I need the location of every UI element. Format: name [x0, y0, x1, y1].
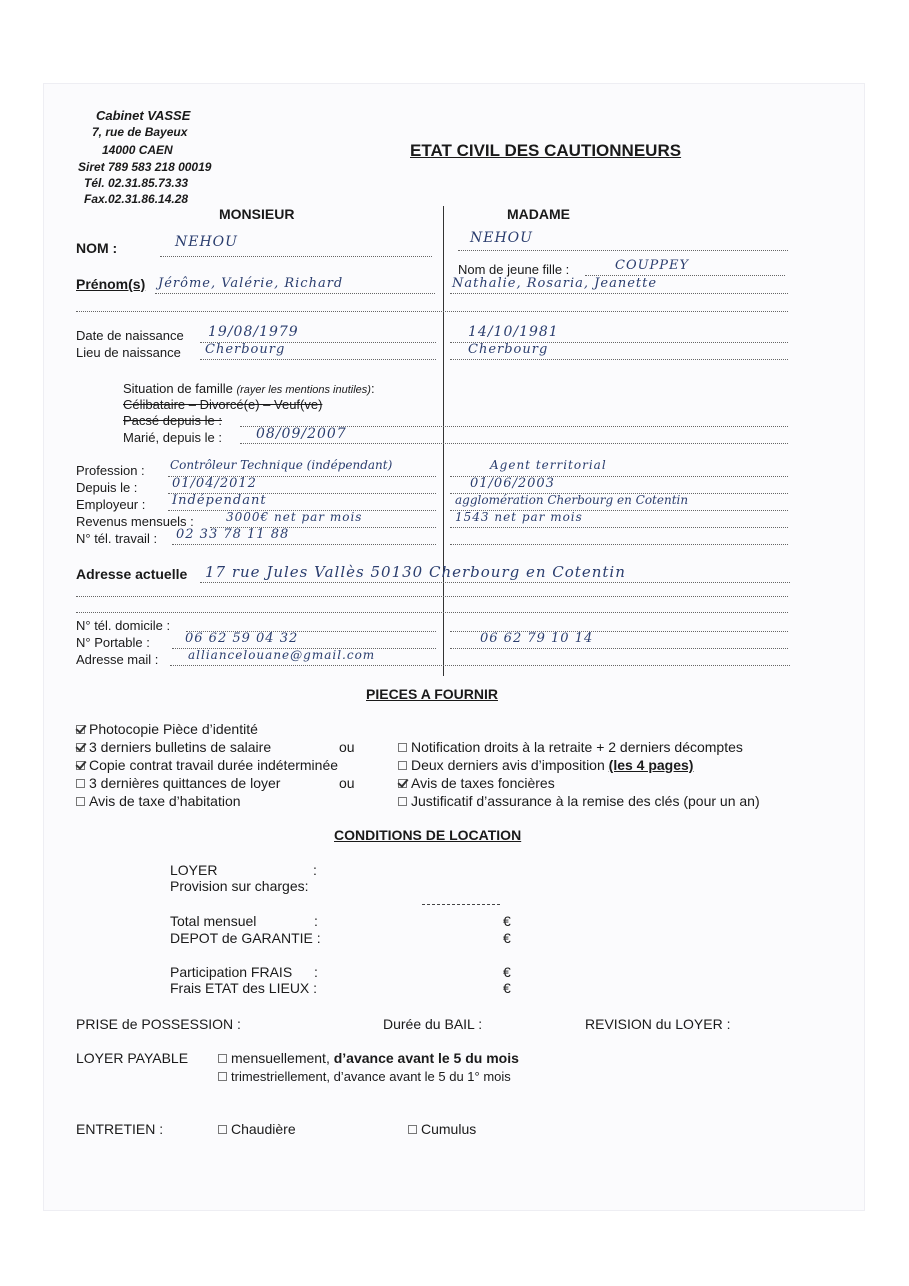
- column-divider: [443, 206, 444, 676]
- tel-travail-f-line: [450, 544, 788, 545]
- depot-euro: €: [503, 930, 511, 946]
- form-title: ETAT CIVIL DES CAUTIONNEURS: [410, 141, 682, 160]
- cabinet-street: 7, rue de Bayeux: [92, 125, 188, 139]
- depuis-m-value[interactable]: 01/04/2012: [172, 476, 257, 491]
- revenus-f-value[interactable]: 1543 net par mois: [455, 510, 583, 524]
- frais-etat-euro: €: [503, 980, 511, 996]
- mail-label: Adresse mail :: [76, 652, 159, 667]
- checkbox-icon[interactable]: [398, 797, 407, 806]
- participation-colon: :: [314, 964, 318, 980]
- situation-famille-colon: :: [370, 381, 375, 396]
- lieu-naissance-m-line: [200, 359, 436, 360]
- nom-m-value[interactable]: NEHOU: [175, 234, 238, 250]
- pacse-label: Pacsé depuis le :: [123, 413, 223, 428]
- piece-retraite[interactable]: Notification droits à la retraite + 2 derniers décomptes: [398, 739, 743, 755]
- nom-m-line: [160, 256, 432, 257]
- piece-bulletins[interactable]: 3 derniers bulletins de salaire: [76, 739, 271, 755]
- lieu-naissance-label: Lieu de naissance: [76, 345, 181, 360]
- depuis-f-value[interactable]: 01/06/2003: [470, 476, 555, 491]
- revision-loyer-label: REVISION du LOYER :: [585, 1016, 731, 1032]
- total-mensuel-label: Total mensuel: [170, 913, 257, 929]
- loyer-label: LOYER: [170, 862, 218, 878]
- portable-f-line: [450, 648, 788, 649]
- frais-etat-label: Frais ETAT des LIEUX :: [170, 980, 318, 996]
- piece-contrat[interactable]: Copie contrat travail durée indéterminée: [76, 757, 338, 773]
- checkbox-icon[interactable]: [408, 1125, 417, 1134]
- checkbox-icon[interactable]: [218, 1125, 227, 1134]
- employeur-label: Employeur :: [76, 497, 146, 512]
- option-chaudiere[interactable]: Chaudière: [218, 1121, 296, 1137]
- piece-identite[interactable]: Photocopie Pièce d’identité: [76, 721, 258, 737]
- depot-label: DEPOT de GARANTIE :: [170, 930, 321, 946]
- nom-jeune-fille-value[interactable]: COUPPEY: [615, 258, 690, 273]
- tel-travail-m-line: [172, 544, 436, 545]
- sum-rule: [422, 904, 500, 905]
- revenus-m-value[interactable]: 3000€ net par mois: [226, 510, 363, 524]
- situation-famille-note: (rayer les mentions inutiles): [236, 384, 371, 396]
- date-naissance-label: Date de naissance: [76, 328, 184, 343]
- adresse-line-3: [76, 612, 788, 613]
- nom-f-value[interactable]: NEHOU: [470, 230, 533, 246]
- loyer-colon: :: [313, 862, 317, 878]
- conditions-title: CONDITIONS DE LOCATION: [334, 827, 522, 843]
- lieu-naissance-f-line: [450, 359, 788, 360]
- checkbox-icon[interactable]: [76, 797, 85, 806]
- depuis-label: Depuis le :: [76, 480, 138, 495]
- cabinet-tel: Tél. 02.31.85.73.33: [84, 176, 189, 190]
- adresse-label: Adresse actuelle: [76, 566, 188, 582]
- cabinet-name: Cabinet VASSE: [96, 108, 191, 123]
- pieces-title: PIECES A FOURNIR: [366, 686, 498, 702]
- checkbox-icon[interactable]: [218, 1072, 227, 1081]
- participation-euro: €: [503, 964, 511, 980]
- or-label-2: ou: [339, 775, 355, 791]
- entretien-label: ENTRETIEN :: [76, 1121, 164, 1137]
- employeur-f-value[interactable]: agglomération Cherbourg en Cotentin: [455, 493, 689, 507]
- checkbox-icon[interactable]: [76, 779, 85, 788]
- adresse-value[interactable]: 17 rue Jules Vallès 50130 Cherbourg en Cotentin: [205, 563, 626, 581]
- nom-jeune-fille-label: Nom de jeune fille :: [458, 262, 570, 277]
- prenoms-extra-line: [76, 311, 788, 312]
- nom-label: NOM :: [76, 240, 118, 256]
- column-madame: MADAME: [507, 206, 570, 222]
- piece-quittances[interactable]: 3 dernières quittances de loyer: [76, 775, 280, 791]
- piece-assurance[interactable]: Justificatif d’assurance à la remise des clés (pour un an): [398, 793, 760, 809]
- prenoms-f-value[interactable]: Nathalie, Rosaria, Jeanette: [452, 276, 658, 291]
- profession-m-value[interactable]: Contrôleur Technique (indépendant): [170, 458, 393, 472]
- duree-bail-label: Durée du BAIL :: [383, 1016, 483, 1032]
- option-cumulus[interactable]: Cumulus: [408, 1121, 476, 1137]
- mail-value[interactable]: alliancelouane@gmail.com: [188, 648, 376, 662]
- situation-famille-label: Situation de famille: [123, 381, 233, 396]
- situation-options: Célibataire – Divorcé(e) – Veuf(ve): [123, 397, 323, 412]
- tel-travail-label: N° tél. travail :: [76, 531, 158, 546]
- tel-domicile-label: N° tél. domicile :: [76, 618, 171, 633]
- portable-f-value[interactable]: 06 62 79 10 14: [480, 631, 594, 646]
- provision-label: Provision sur charges:: [170, 878, 309, 894]
- checkbox-icon[interactable]: [398, 761, 407, 770]
- prenoms-f-line: [450, 293, 788, 294]
- checkbox-icon[interactable]: [218, 1054, 227, 1063]
- form-page: [44, 84, 864, 1210]
- date-naissance-f-value[interactable]: 14/10/1981: [468, 324, 559, 340]
- lieu-naissance-f-value[interactable]: Cherbourg: [468, 342, 549, 357]
- portable-label: N° Portable :: [76, 635, 150, 650]
- total-euro: €: [503, 913, 511, 929]
- option-mensuel[interactable]: mensuellement, d’avance avant le 5 du mois: [218, 1050, 519, 1066]
- marie-date-value[interactable]: 08/09/2007: [256, 426, 347, 442]
- piece-taxe-habitation[interactable]: Avis de taxe d’habitation: [76, 793, 241, 809]
- prise-possession-label: PRISE de POSSESSION :: [76, 1016, 241, 1032]
- option-trimestriel[interactable]: trimestriellement, d’avance avant le 5 du 1° mois: [218, 1069, 511, 1084]
- prenoms-m-line: [155, 293, 435, 294]
- tel-travail-m-value[interactable]: 02 33 78 11 88: [176, 527, 290, 542]
- marie-label: Marié, depuis le :: [123, 430, 222, 445]
- revenus-label: Revenus mensuels :: [76, 514, 194, 529]
- situation-famille: [123, 381, 375, 396]
- cabinet-city: 14000 CAEN: [102, 143, 173, 157]
- prenoms-m-value[interactable]: Jérôme, Valérie, Richard: [158, 276, 344, 291]
- mail-line: [170, 665, 790, 666]
- nom-f-line: [458, 250, 788, 251]
- column-monsieur: MONSIEUR: [219, 206, 295, 222]
- adresse-line-1: [200, 582, 790, 583]
- employeur-m-value[interactable]: Indépendant: [172, 493, 267, 508]
- cabinet-siret: Siret 789 583 218 00019: [78, 160, 212, 174]
- or-label-1: ou: [339, 739, 355, 755]
- date-naissance-m-value[interactable]: 19/08/1979: [208, 324, 299, 340]
- profession-label: Profession :: [76, 463, 145, 478]
- checkbox-icon[interactable]: [398, 743, 407, 752]
- prenoms-label: Prénom(s): [76, 276, 146, 292]
- loyer-payable-label: LOYER PAYABLE: [76, 1050, 189, 1066]
- cabinet-fax: Fax.02.31.86.14.28: [84, 192, 189, 206]
- piece-taxes-foncieres[interactable]: Avis de taxes foncières: [398, 775, 555, 791]
- portable-m-value[interactable]: 06 62 59 04 32: [185, 631, 299, 646]
- lieu-naissance-m-value[interactable]: Cherbourg: [205, 342, 286, 357]
- revenus-f-line: [450, 527, 788, 528]
- checkbox-icon[interactable]: [76, 725, 85, 734]
- total-colon: :: [314, 913, 318, 929]
- adresse-line-2: [76, 596, 788, 597]
- checkbox-icon[interactable]: [398, 779, 407, 788]
- checkbox-icon[interactable]: [76, 761, 85, 770]
- piece-imposition[interactable]: Deux derniers avis d’imposition (les 4 pages): [398, 757, 693, 773]
- participation-label: Participation FRAIS: [170, 964, 293, 980]
- profession-f-value[interactable]: Agent territorial: [490, 458, 607, 472]
- checkbox-icon[interactable]: [76, 743, 85, 752]
- marie-line: [240, 443, 788, 444]
